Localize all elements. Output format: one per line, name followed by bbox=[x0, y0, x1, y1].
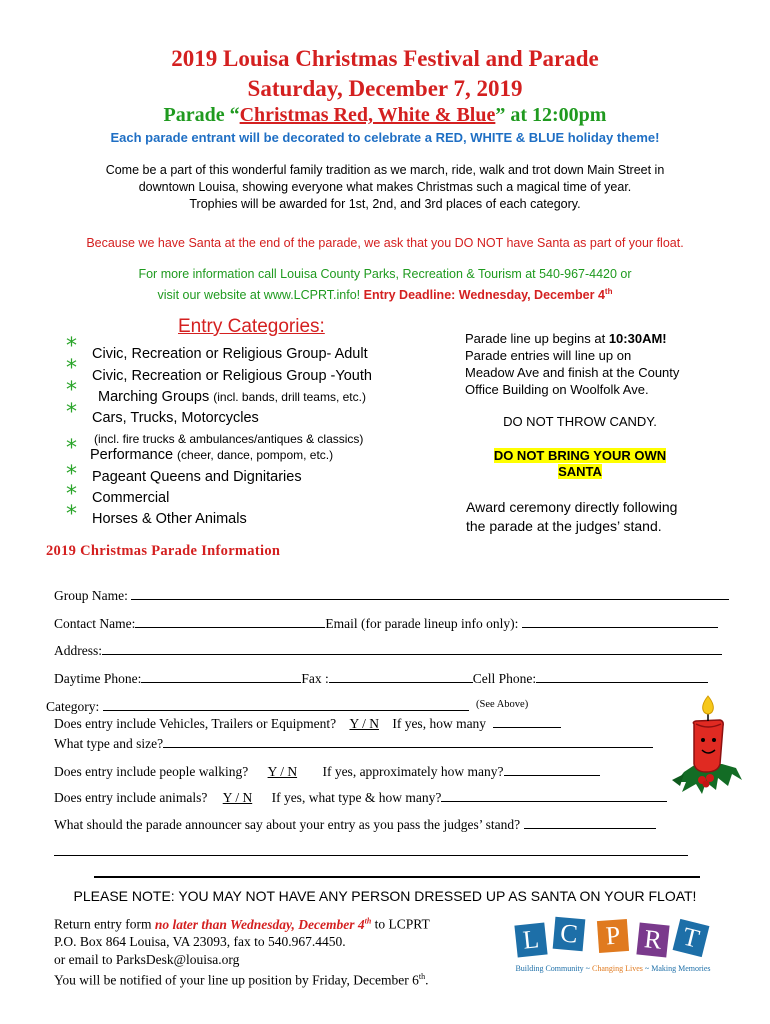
announcer-field[interactable] bbox=[524, 814, 656, 829]
category-item: Commercial bbox=[92, 490, 170, 506]
award-line-2: the parade at the judges’ stand. bbox=[466, 518, 662, 534]
parade-suffix: ” at 12:00pm bbox=[495, 104, 607, 126]
logo-letter: P bbox=[597, 919, 629, 953]
address-field[interactable] bbox=[102, 640, 722, 655]
fax-field[interactable] bbox=[329, 668, 473, 683]
logo-letter: C bbox=[553, 917, 586, 951]
logo-letter: R bbox=[636, 923, 669, 958]
logo-letter: T bbox=[673, 919, 710, 957]
announcer-field-line-2[interactable] bbox=[54, 855, 688, 856]
contact-row bbox=[54, 613, 718, 632]
entry-deadline: Entry Deadline: Wednesday, December 4th bbox=[363, 287, 613, 303]
vehicles-yn[interactable]: Y / N bbox=[349, 716, 379, 731]
cell-phone-label: Cell Phone: bbox=[472, 671, 537, 686]
animals-question: Does entry include animals? bbox=[54, 790, 208, 805]
categories-title: Entry Categories: bbox=[178, 316, 325, 337]
award-line-1: Award ceremony directly following bbox=[466, 499, 678, 515]
walking-question: Does entry include people walking? bbox=[54, 764, 249, 779]
bullet-star-icon: * bbox=[66, 502, 77, 527]
group-name-label: Group Name: bbox=[54, 588, 128, 603]
vehicles-row bbox=[54, 713, 561, 732]
fax-label: Fax : bbox=[301, 671, 329, 686]
lineup-info bbox=[465, 330, 679, 398]
bullet-star-icon: * bbox=[66, 482, 77, 507]
lineup-line-2: Parade entries will line up on bbox=[465, 348, 632, 363]
category-item: Civic, Recreation or Religious Group -Youth bbox=[92, 368, 372, 384]
contact-name-field[interactable] bbox=[135, 613, 325, 628]
santa-note: Because we have Santa at the end of the parade, we ask that you DO NOT have Santa as part of your float. bbox=[86, 236, 684, 250]
category-item: Pageant Queens and Dignitaries bbox=[92, 469, 302, 485]
intro-text bbox=[0, 162, 770, 213]
lineup-line-1: Parade line up begins at 10:30AM! bbox=[465, 331, 667, 346]
animals-row bbox=[54, 787, 667, 806]
logo-tagline: Building Community ~ Changing Lives ~ Making Memories bbox=[515, 964, 711, 973]
lcprt-logo bbox=[512, 916, 712, 974]
contact-name-label: Contact Name: bbox=[54, 616, 136, 631]
vehicles-question: Does entry include Vehicles, Trailers or Equipment? bbox=[54, 716, 337, 731]
bullet-star-icon: * bbox=[66, 378, 77, 403]
no-santa-note bbox=[465, 448, 695, 480]
category-item: Civic, Recreation or Religious Group- Adult bbox=[92, 346, 368, 362]
logo-letter: L bbox=[514, 923, 547, 958]
walking-yn[interactable]: Y / N bbox=[267, 764, 298, 779]
bullet-star-icon: * bbox=[66, 400, 77, 425]
intro-line-1: Come be a part of this wonderful family tradition as we march, ride, walk and trot down Main Street in bbox=[105, 163, 665, 177]
email-label: Email (for parade lineup info only): bbox=[325, 616, 519, 631]
category-item: Cars, Trucks, Motorcycles bbox=[92, 410, 259, 426]
info-line-1: For more information call Louisa County Parks, Recreation & Tourism at 540-967-4420 or bbox=[138, 267, 632, 281]
lineup-line-3: Meadow Ave and finish at the County bbox=[465, 365, 680, 380]
daytime-phone-field[interactable] bbox=[141, 668, 301, 683]
bullet-star-icon: * bbox=[66, 462, 77, 487]
see-above-note: (See Above) bbox=[476, 699, 529, 710]
type-size-label: What type and size? bbox=[54, 736, 164, 751]
vehicles-how-many-label: If yes, how many bbox=[392, 716, 487, 731]
type-size-field[interactable] bbox=[163, 733, 653, 748]
announcer-row bbox=[54, 814, 656, 833]
intro-line-3: Trophies will be awarded for 1st, 2nd, and 3rd places of each category. bbox=[189, 197, 581, 211]
theme-note: Each parade entrant will be decorated to celebrate a RED, WHITE & BLUE holiday theme! bbox=[110, 130, 660, 145]
info-text bbox=[0, 266, 770, 304]
lineup-line-4: Office Building on Woolfolk Ave. bbox=[465, 382, 649, 397]
daytime-phone-label: Daytime Phone: bbox=[54, 671, 142, 686]
parade-theme: Christmas Red, White & Blue bbox=[239, 104, 496, 126]
animals-type-label: If yes, what type & how many? bbox=[271, 790, 442, 805]
section-divider bbox=[94, 876, 700, 878]
no-santa-line-2: SANTA bbox=[558, 464, 602, 479]
page-title: 2019 Louisa Christmas Festival and Parade bbox=[171, 46, 599, 71]
return-line-3: or email to ParksDesk@louisa.org bbox=[54, 951, 240, 967]
address-row bbox=[54, 640, 722, 659]
vehicles-how-many-field[interactable] bbox=[493, 713, 561, 728]
info-line-2: visit our website at www.LCPRT.info! Entry Deadline: Wednesday, December 4th bbox=[157, 287, 613, 303]
bullet-star-icon: * bbox=[66, 356, 77, 381]
award-note bbox=[466, 498, 677, 536]
return-line-1: Return entry form no later than Wednesday, December 4th to LCPRT bbox=[54, 916, 430, 932]
group-name-field[interactable] bbox=[131, 585, 729, 600]
christmas-candle-icon bbox=[666, 694, 748, 796]
type-size-row bbox=[54, 733, 653, 752]
parade-theme-line bbox=[0, 104, 770, 127]
santa-warning: PLEASE NOTE: YOU MAY NOT HAVE ANY PERSON DRESSED UP AS SANTA ON YOUR FLOAT! bbox=[73, 888, 697, 904]
intro-line-2: downtown Louisa, showing everyone what makes Christmas such a magical time of year. bbox=[138, 180, 632, 194]
category-label: Category: bbox=[46, 699, 100, 714]
category-item: Horses & Other Animals bbox=[92, 511, 247, 527]
event-date: Saturday, December 7, 2019 bbox=[247, 76, 523, 101]
return-instructions bbox=[54, 912, 430, 989]
animals-yn[interactable]: Y / N bbox=[222, 790, 253, 805]
no-candy-note: DO NOT THROW CANDY. bbox=[503, 414, 657, 429]
no-santa-line-1: DO NOT BRING YOUR OWN bbox=[493, 448, 667, 463]
parade-prefix: Parade “ bbox=[163, 104, 240, 126]
return-line-4: You will be notified of your line up position by Friday, December 6th. bbox=[54, 972, 429, 988]
walking-how-many-label: If yes, approximately how many? bbox=[322, 764, 504, 779]
walking-how-many-field[interactable] bbox=[504, 761, 600, 776]
category-field[interactable] bbox=[103, 696, 469, 711]
form-section-title: 2019 Christmas Parade Information bbox=[46, 543, 281, 559]
return-line-2: P.O. Box 864 Louisa, VA 23093, fax to 540.967.4450. bbox=[54, 934, 346, 949]
email-field[interactable] bbox=[522, 613, 718, 628]
bullet-star-icon: * bbox=[66, 436, 77, 461]
phone-row bbox=[54, 668, 708, 687]
animals-type-field[interactable] bbox=[441, 787, 667, 802]
category-item: Marching Groups (incl. bands, drill teams, etc.) bbox=[98, 389, 366, 405]
category-item: Performance (cheer, dance, pompom, etc.) bbox=[90, 447, 334, 463]
announcer-question: What should the parade announcer say about your entry as you pass the judges’ stand? bbox=[54, 817, 521, 832]
walking-row bbox=[54, 761, 600, 780]
category-note: (incl. fire trucks & ambulances/antiques & classics) bbox=[94, 432, 364, 446]
address-label: Address: bbox=[54, 643, 102, 658]
cell-phone-field[interactable] bbox=[536, 668, 708, 683]
bullet-star-icon: * bbox=[66, 334, 77, 359]
group-name-row bbox=[54, 585, 729, 604]
